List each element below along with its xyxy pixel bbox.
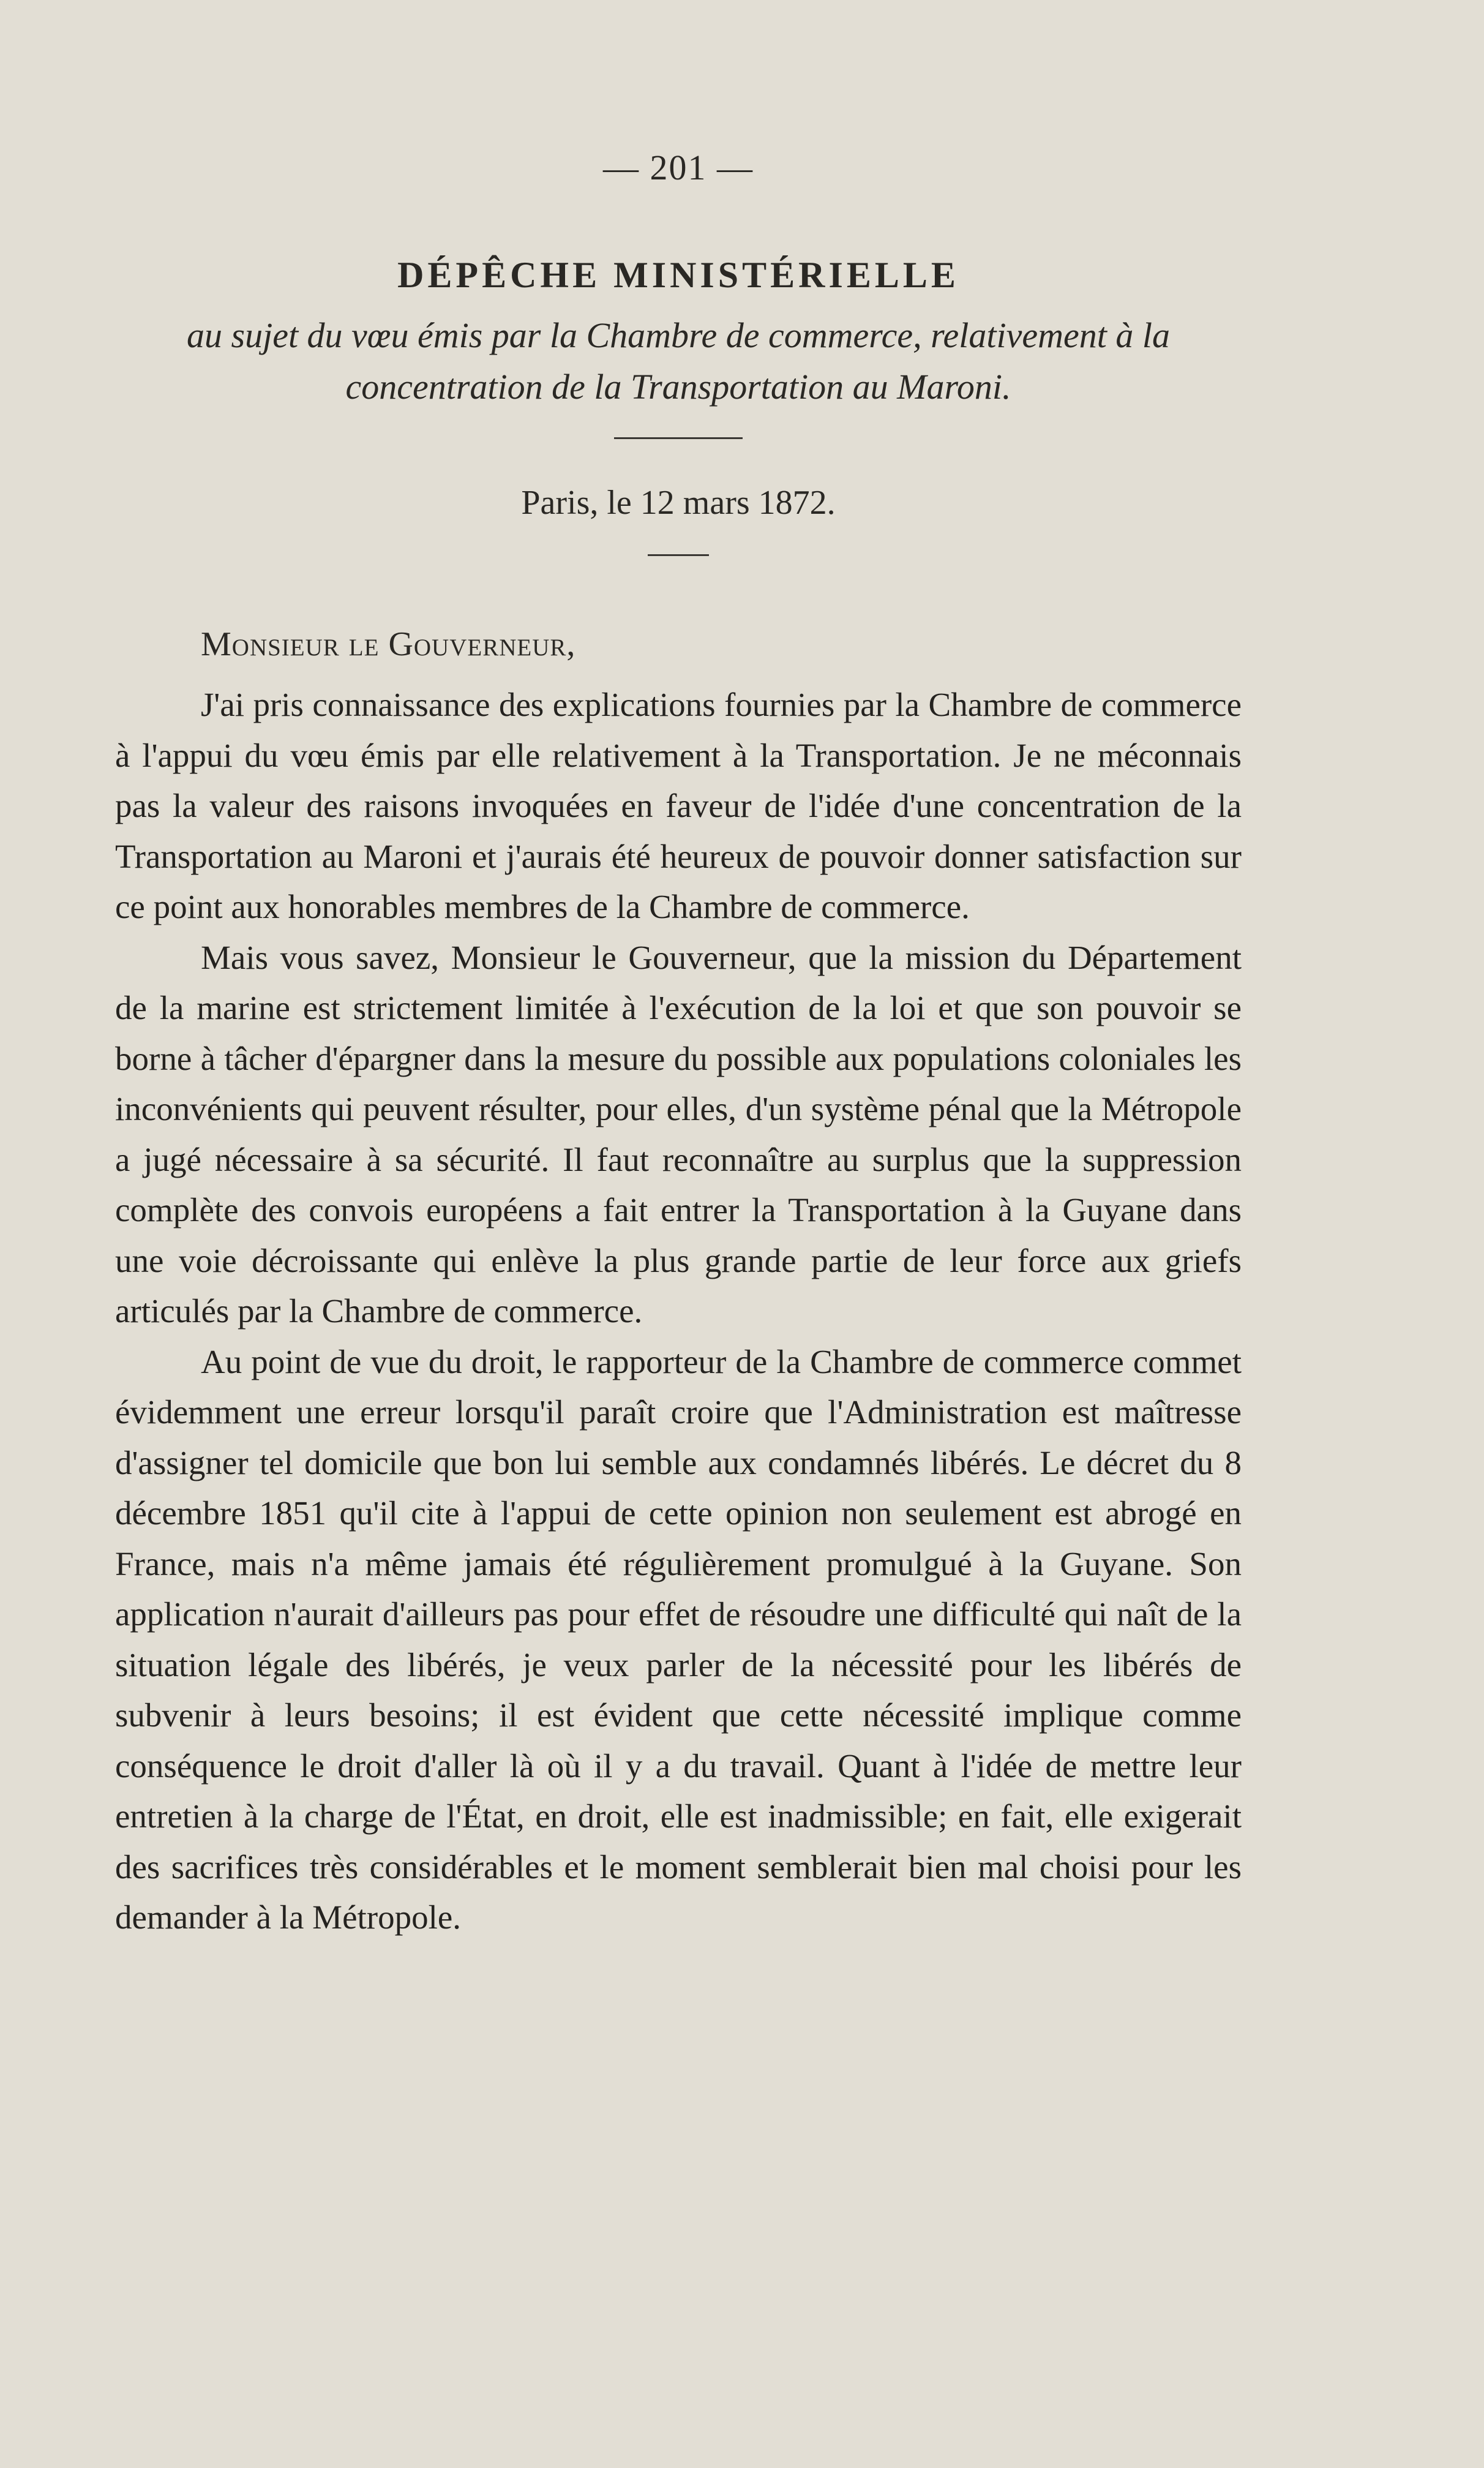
- date-line: Paris, le 12 mars 1872.: [521, 484, 836, 522]
- text-block: [115, 147, 1242, 1943]
- paragraph-3: Au point de vue du droit, le rapporteur de la Chambre de commerce commet évidemment une erreur lorsqu'il paraît croire que l'Administration est maîtresse d'assigner tel domicile que bon lui semble aux condamnés libérés. Le décret du 8 décembre 1851 qu'il cite à l'appui de cette opinion non seulement est abrogé en France, mais n'a même jamais été régulièrement promulgué à la Guyane. Son application n'aurait d'ailleurs pas pour effet de résoudre une difficulté qui naît de la situation légale des libérés, je veux parler de la nécessité pour les libérés de subvenir à leurs besoins; il est évident que cette nécessité implique comme conséquence le droit d'aller là où il y a du travail. Quant à l'idée de mettre leur entretien à la charge de l'État, en droit, elle est inadmissible; en fait, elle exigerait des sacrifices très considérables et le moment semblerait bien mal choisi pour les demander à la Métropole.: [115, 1342, 1242, 1936]
- salutation: Monsieur le Gouverneur,: [201, 625, 576, 663]
- paragraph-2: Mais vous savez, Monsieur le Gouverneur, que la mission du Département de la marine est strictement limitée à l'exécution de la loi et que son pouvoir se borne à tâcher d'épargner dans la mesure du possible aux populations coloniales les inconvénients qui peuvent résulter, pour elles, d'un système pénal que la Métropole a jugé nécessaire à sa sécurité. Il faut reconnaître au surplus que la suppression complète des convois européens a fait entrer la Transportation à la Guyane dans une voie décroissante qui enlève la plus grande partie de leur force aux griefs articulés par la Chambre de commerce.: [115, 938, 1242, 1330]
- document-subtitle: au sujet du vœu émis par la Chambre de commerce, relativement à la concentration de la Transportation au Maroni.: [187, 315, 1170, 407]
- document-title: DÉPÊCHE MINISTÉRIELLE: [397, 255, 959, 295]
- title-divider: [614, 437, 743, 439]
- date-divider: [648, 554, 709, 556]
- paragraph-1: J'ai pris connaissance des explications fournies par la Chambre de commerce à l'appui du vœu émis par elle relativement à la Transportation. Je ne méconnais pas la valeur des raisons invoquées en faveur de l'idée d'une concentration de la Transportation au Maroni et j'aurais été heureux de pouvoir donner satisfaction sur ce point aux honorables membres de la Chambre de commerce.: [115, 686, 1242, 925]
- page-number: — 201 —: [603, 148, 754, 187]
